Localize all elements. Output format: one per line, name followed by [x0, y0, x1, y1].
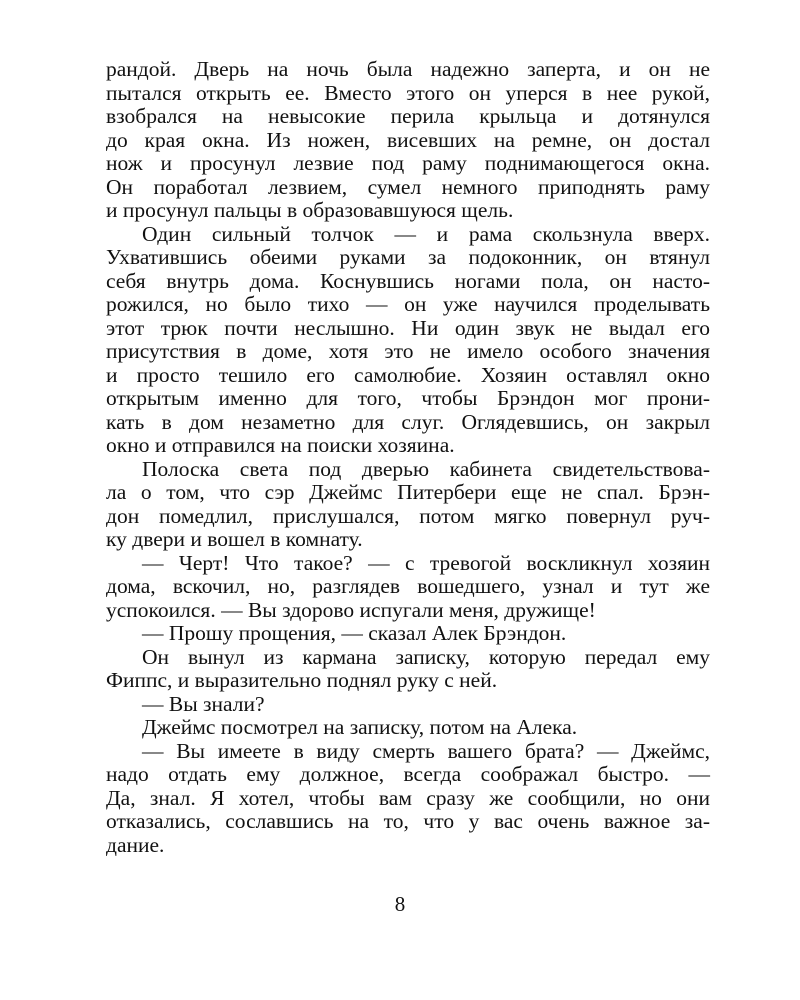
text-line: присутствия в доме, хотя это не имело особого значения: [106, 339, 710, 363]
text-line: Да, знал. Я хотел, чтобы вам сразу же сообщили, но они: [106, 785, 710, 810]
text-line: — Прошу прощения, — сказал Алек Брэндон.: [142, 621, 567, 645]
text-line: рандой. Дверь на ночь была надежно заперта, и он не: [106, 57, 710, 81]
text-line: Ухватившись обеими руками за подоконник, он втянул: [106, 245, 710, 269]
text-line: — Вы знали?: [142, 691, 265, 716]
text-line: нож и просунул лезвие под раму поднимающегося окна.: [106, 151, 710, 175]
text-line: Он поработал лезвием, сумел немного приподнять раму: [106, 174, 710, 199]
book-page-text: [106, 58, 710, 857]
text-line: — Черт! Что такое? — с тревогой воскликнул хозяин: [142, 550, 710, 575]
text-line: кать в дом незаметно для слуг. Оглядевшись, он закрыл: [106, 409, 710, 434]
text-line: — Вы имеете в виду смерть вашего брата? — Джеймс,: [142, 738, 710, 763]
text-line: пытался открыть ее. Вместо этого он уперся в нее рукой,: [106, 80, 710, 105]
text-line: Он вынул из кармана записку, которую передал ему: [142, 644, 710, 669]
text-line: этот трюк почти неслышно. Ни один звук не выдал его: [106, 315, 710, 340]
text-line: ку двери и вошел в комнату.: [106, 527, 363, 551]
page-number: 8: [394, 892, 406, 916]
text-line: до края окна. Из ножен, висевших на ремне, он достал: [106, 127, 710, 152]
text-line: рожился, но было тихо — он уже научился проделывать: [106, 292, 710, 316]
text-line: Один сильный толчок — и рама скользнула вверх.: [142, 221, 710, 246]
text-line: успокоился. — Вы здорово испугали меня, дружище!: [106, 597, 596, 622]
text-line: дон помедлил, прислушался, потом мягко повернул руч-: [106, 503, 710, 528]
text-line: и просунул пальцы в образовавшуюся щель.: [106, 198, 514, 222]
text-line: Джеймс посмотрел на записку, потом на Алека.: [142, 715, 578, 739]
text-line: надо отдать ему должное, всегда соображал быстро. —: [106, 762, 710, 786]
text-line: Полоска света под дверью кабинета свидетельствова-: [142, 456, 710, 481]
text-line: себя внутрь дома. Коснувшись ногами пола, он насто-: [106, 268, 710, 293]
text-line: взобрался на невысокие перила крыльца и дотянулся: [106, 104, 710, 128]
text-line: дание.: [106, 832, 165, 857]
text-line: открытым именно для того, чтобы Брэндон мог прони-: [106, 386, 710, 410]
text-line: и просто тешило его самолюбие. Хозяин оставлял окно: [106, 362, 710, 387]
text-line: окно и отправился на поиски хозяина.: [106, 433, 455, 457]
text-line: ла о том, что сэр Джеймс Питербери еще не спал. Брэн-: [106, 480, 710, 504]
text-line: отказались, сославшись на то, что у вас очень важное за-: [106, 809, 710, 833]
text-line: Фиппс, и выразительно поднял руку с ней.: [106, 668, 498, 692]
text-line: дома, вскочил, но, разглядев вошедшего, узнал и тут же: [106, 574, 710, 598]
